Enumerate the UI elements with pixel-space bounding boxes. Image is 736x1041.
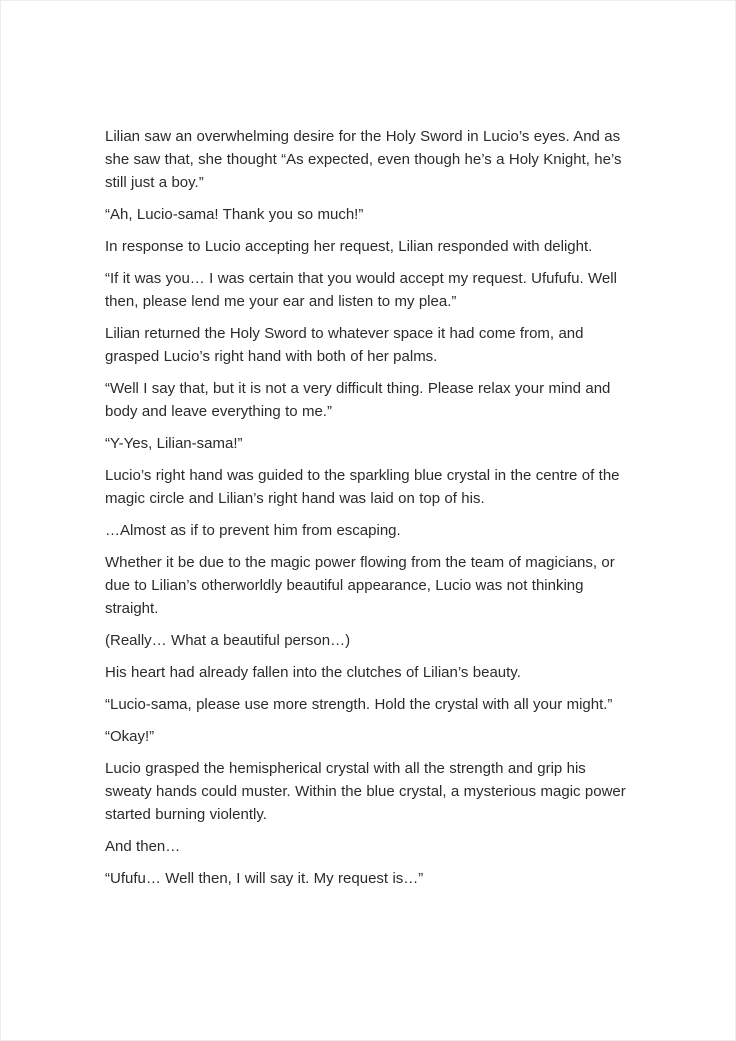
paragraph: “Lucio-sama, please use more strength. Hold the crystal with all your might.” [105,696,613,713]
paragraph: (Really… What a beautiful person…) [105,632,351,649]
paragraph: Lilian saw an overwhelming desire for the Holy Sword in Lucio’s eyes. And as she saw that, she thought “As expected, even though he’s a Holy Knight, he’s still just a boy.” [105,128,622,191]
paragraph: Lucio grasped the hemispherical crystal with all the strength and grip his sweaty hands could muster. Within the blue crystal, a mysterious magic power started burning violently. [105,760,626,823]
paragraph: Lilian returned the Holy Sword to whatever space it had come from, and grasped Lucio’s right hand with both of her palms. [105,325,584,365]
paragraph: “Ah, Lucio-sama! Thank you so much!” [105,206,364,223]
paragraph: Whether it be due to the magic power flowing from the team of magicians, or due to Lilian’s otherworldly beautiful appearance, Lucio was not thinking straight. [105,554,615,617]
paragraph: Lucio’s right hand was guided to the sparkling blue crystal in the centre of the magic circle and Lilian’s right hand was laid on top of his. [105,467,620,507]
paragraph: In response to Lucio accepting her request, Lilian responded with delight. [105,238,593,255]
paragraph: “Y-Yes, Lilian-sama!” [105,435,243,452]
paragraph: “Well I say that, but it is not a very difficult thing. Please relax your mind and body and leave everything to me.” [105,380,611,420]
paragraph: His heart had already fallen into the clutches of Lilian’s beauty. [105,664,521,681]
text-block [105,125,633,899]
paragraph: And then… [105,838,181,855]
paragraph: “Okay!” [105,728,155,745]
paragraph: “If it was you… I was certain that you would accept my request. Ufufufu. Well then, please lend me your ear and listen to my plea.” [105,270,617,310]
paragraph: …Almost as if to prevent him from escaping. [105,522,401,539]
paragraph: “Ufufu… Well then, I will say it. My request is…” [105,870,424,887]
